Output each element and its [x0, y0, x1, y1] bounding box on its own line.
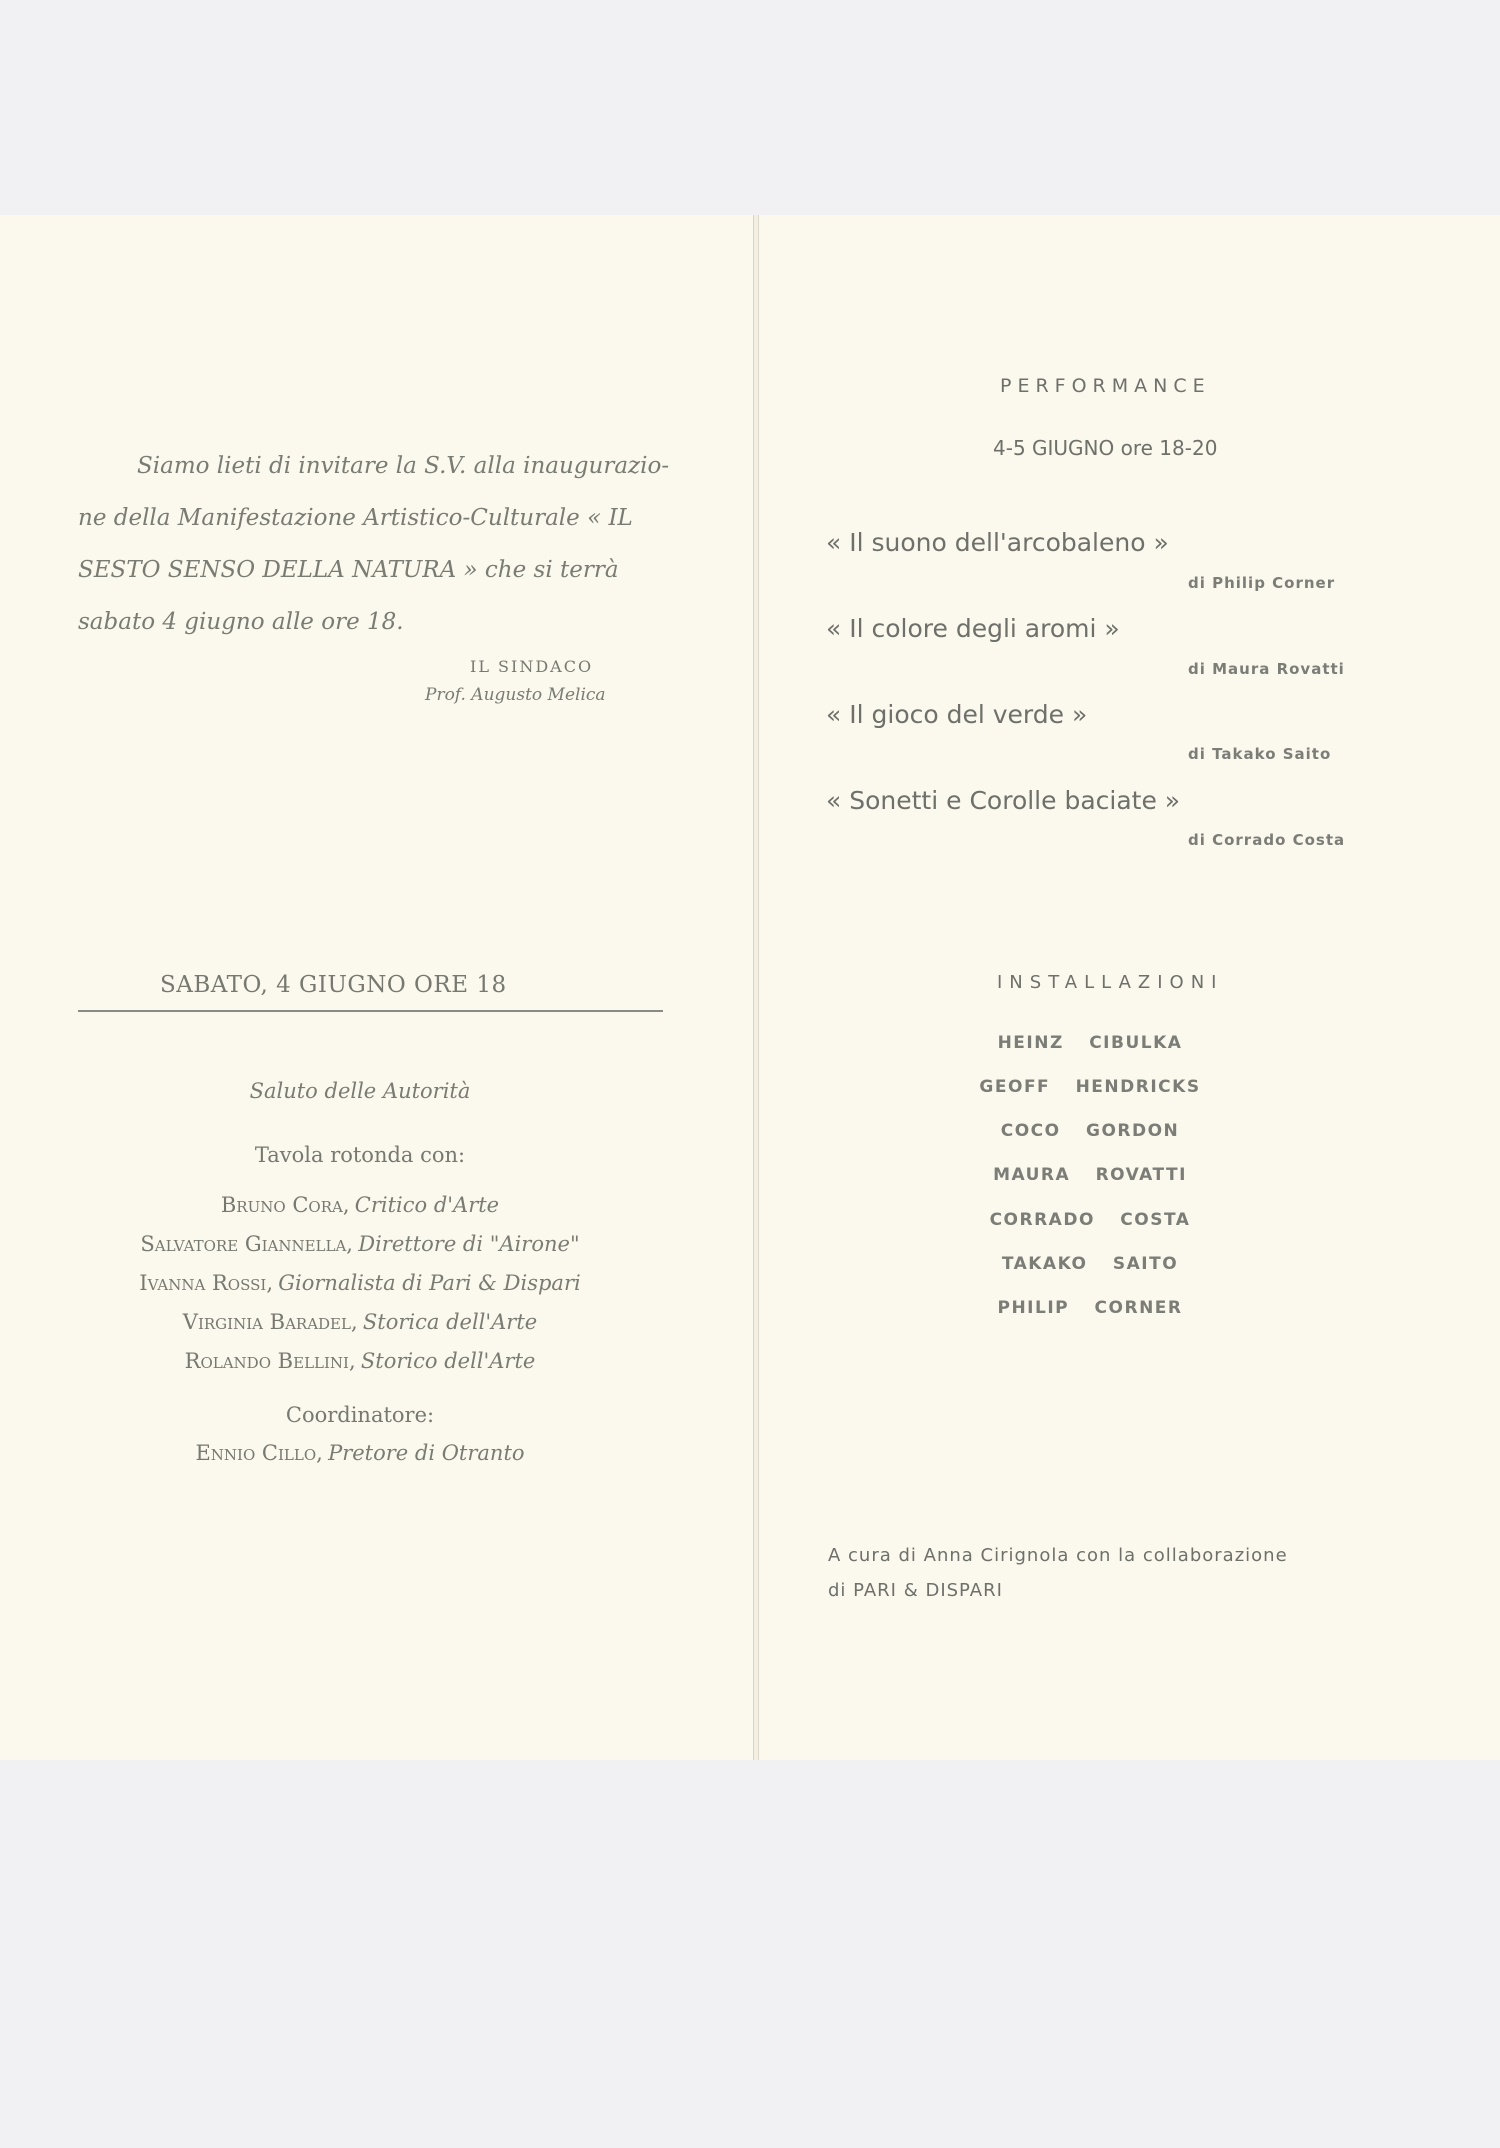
signatory-title: IL SINDACO: [470, 657, 594, 676]
coordinator-row: [60, 1441, 660, 1466]
speaker-row: [60, 1232, 660, 1257]
signatory-name: Prof. Augusto Melica: [425, 685, 606, 705]
greeting: Saluto delle Autorità: [249, 1079, 471, 1103]
invitation-line-4: sabato 4 giugno alle ore 18.: [78, 609, 404, 635]
coordinator-label: Coordinatore:: [285, 1403, 435, 1427]
installations-heading: INSTALLAZIONI: [997, 972, 1224, 993]
speaker-role: Storico dell'Arte: [360, 1349, 536, 1373]
speaker-name: Virginia Baradel,: [182, 1310, 358, 1334]
artist-name: GEOFF HENDRICKS: [979, 1077, 1201, 1097]
coordinator-name: Ennio Cillo,: [195, 1441, 323, 1465]
credit-line-1: A cura di Anna Cirignola con la collaborazione: [828, 1545, 1288, 1566]
speaker-row: [60, 1271, 660, 1296]
speaker-name: Ivanna Rossi,: [139, 1271, 273, 1295]
speaker-role: Direttore di "Airone": [358, 1232, 580, 1256]
speaker-row: [60, 1193, 660, 1218]
speaker-row: [60, 1310, 660, 1335]
speaker-row: [60, 1349, 660, 1374]
performance-title: « Il suono dell'arcobaleno »: [826, 528, 1169, 557]
speaker-name: Bruno Cora,: [220, 1193, 350, 1217]
artist-name: HEINZ CIBULKA: [997, 1033, 1183, 1053]
performance-date: 4-5 GIUGNO ore 18-20: [993, 436, 1218, 460]
credit-line-2: di PARI & DISPARI: [828, 1580, 1003, 1601]
invitation-line-3: SESTO SENSO DELLA NATURA » che si terrà: [78, 557, 619, 583]
performance-heading: PERFORMANCE: [1000, 375, 1211, 397]
performance-author: di Philip Corner: [1188, 574, 1336, 592]
speaker-name: Rolando Bellini,: [184, 1349, 356, 1373]
artist-name: CORRADO COSTA: [989, 1210, 1191, 1230]
artist-name: MAURA ROVATTI: [993, 1165, 1187, 1185]
performance-author: di Corrado Costa: [1188, 831, 1346, 849]
invitation-card: [0, 215, 1500, 1760]
artist-name: TAKAKO SAITO: [1001, 1254, 1179, 1274]
invitation-line-2: ne della Manifestazione Artistico-Culturale « IL: [78, 505, 633, 531]
invitation-line-1: Siamo lieti di invitare la S.V. alla inaugurazio-: [137, 453, 670, 479]
speaker-role: Critico d'Arte: [354, 1193, 500, 1217]
speaker-role: Storica dell'Arte: [362, 1310, 538, 1334]
program-heading: SABATO, 4 GIUGNO ORE 18: [160, 972, 507, 998]
performance-author: di Maura Rovatti: [1188, 660, 1345, 678]
heading-rule: [78, 1010, 663, 1012]
artist-name: COCO GORDON: [1000, 1121, 1180, 1141]
speaker-name: Salvatore Giannella,: [140, 1232, 353, 1256]
coordinator-role: Pretore di Otranto: [328, 1441, 525, 1465]
artist-name: PHILIP CORNER: [997, 1298, 1183, 1318]
center-fold: [753, 215, 759, 1760]
roundtable-label: Tavola rotonda con:: [254, 1143, 466, 1167]
performance-title: « Il colore degli aromi »: [826, 614, 1120, 643]
performance-author: di Takako Saito: [1188, 745, 1332, 763]
performance-title: « Sonetti e Corolle baciate »: [826, 786, 1181, 815]
speaker-role: Giornalista di Pari & Dispari: [278, 1271, 581, 1295]
performance-title: « Il gioco del verde »: [826, 700, 1088, 729]
